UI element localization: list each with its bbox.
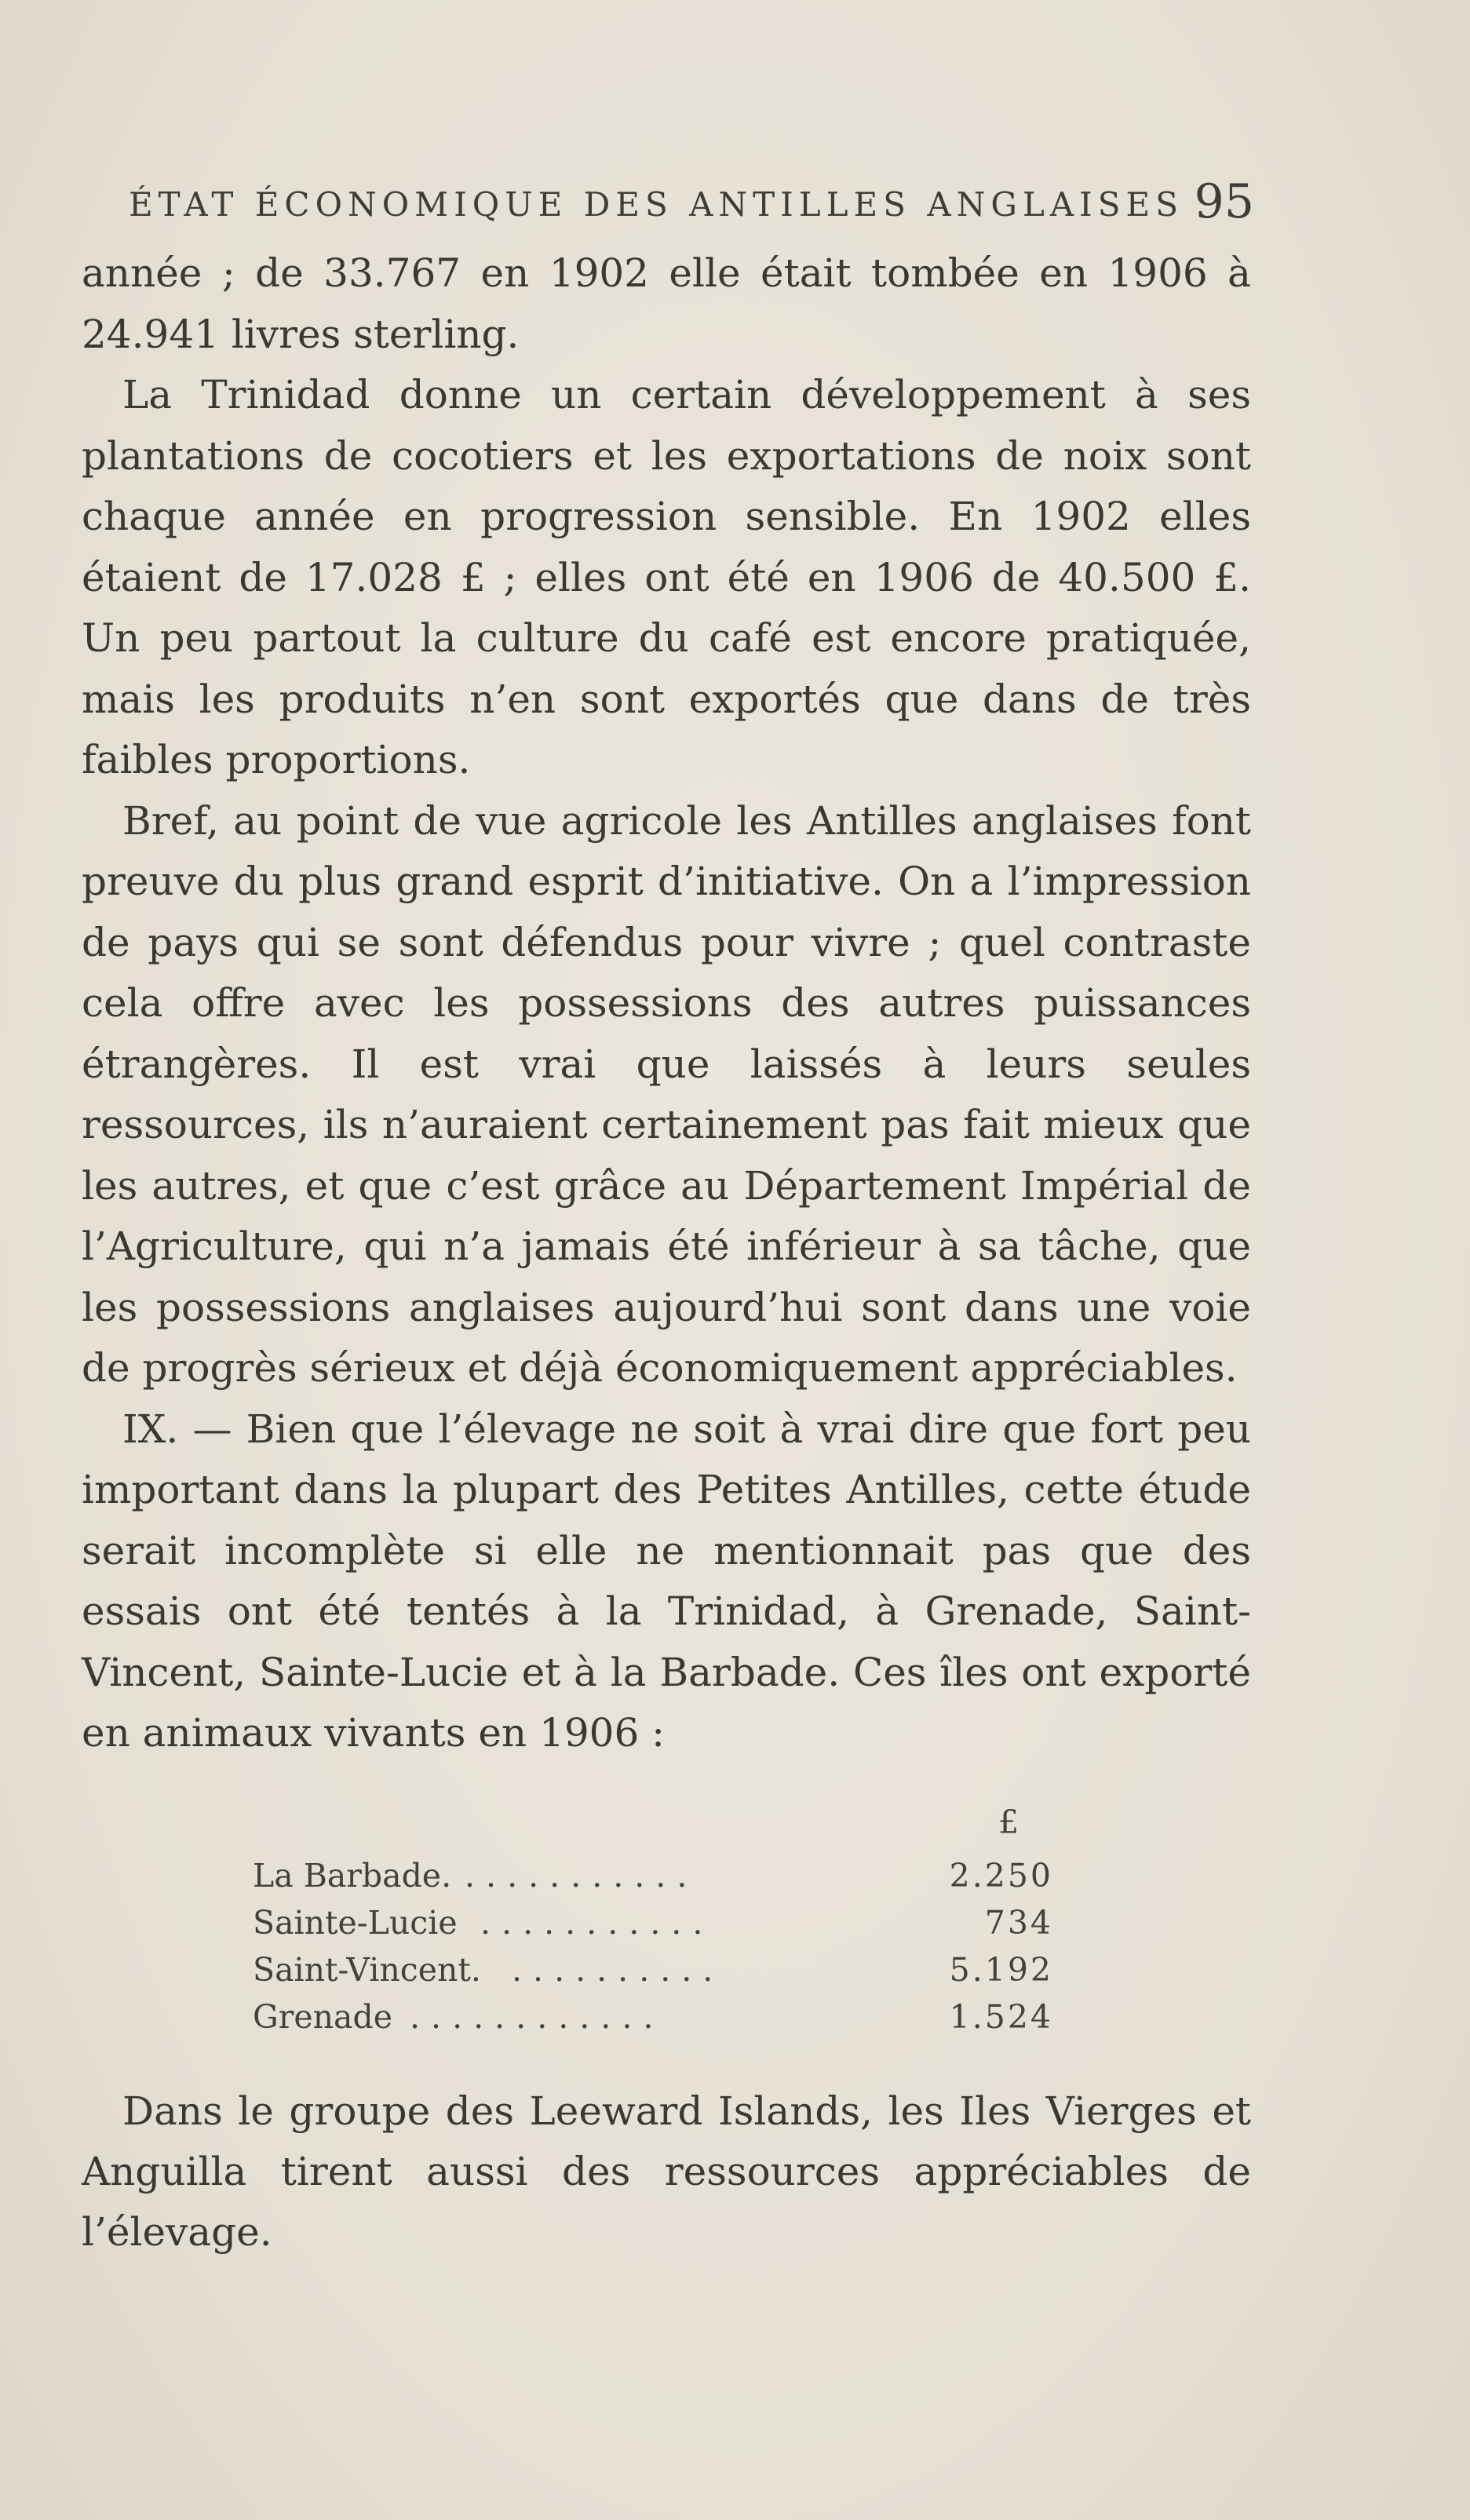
table-row	[253, 1904, 1053, 1948]
row-label: La Barbade.	[253, 1857, 452, 1895]
leader-dots: ..........	[512, 1951, 724, 1989]
currency-header: £	[998, 1803, 1020, 1841]
body-text	[82, 243, 1251, 1764]
row-label: Saint-Vincent.	[253, 1951, 481, 1989]
paragraph: Dans le groupe des Leeward Islands, les Iles Vierges et Anguilla tirent aussi des ressources appréciables de l’élevage.	[82, 2088, 1251, 2255]
row-label: Sainte-Lucie	[253, 1904, 458, 1942]
leader-dots: ...........	[480, 1904, 714, 1942]
paragraph: Bref, au point de vue agricole les Antilles anglaises font preuve du plus grand esprit d’initiative. On a l’impression de pays qui se sont défendus pour vivre ; quel contraste cela offre avec les possessions des autres puissances étrangères. Il est vrai que laissés à leurs seules ressources, ils n’auraient certainement pas fait mieux que les autres, et que c’est grâce au Département Impérial de l’Agriculture, qui n’a jamais été inférieur à sa tâche, que les possessions anglaises aujourd’hui sont dans une voie de progrès sérieux et déjà économiquement appréciables.	[82, 797, 1251, 1391]
closing-text	[82, 2081, 1251, 2263]
row-value: 734	[984, 1904, 1053, 1942]
row-value: 5.192	[949, 1951, 1053, 1989]
paragraph: La Trinidad donne un certain développement à ses plantations de cocotiers et les exportations de noix sont chaque année en progression sensible. En 1902 elles étaient de 17.028 £ ; elles ont été en 1906 de 40.500 £. Un peu partout la culture du café est encore pratiquée, mais les produits n’en sont exportés que dans de très faibles proportions.	[82, 372, 1251, 782]
leader-dots: ...........	[465, 1857, 699, 1895]
row-value: 2.250	[949, 1857, 1053, 1895]
paragraph: année ; de 33.767 en 1902 elle était tombée en 1906 à 24.941 livres sterling.	[82, 250, 1251, 357]
row-label: Grenade	[253, 1998, 392, 2036]
page-number: 95	[1194, 174, 1254, 229]
table-row	[253, 1951, 1053, 1995]
paragraph: IX. — Bien que l’élevage ne soit à vrai dire que fort peu important dans la plupart des Petites Antilles, cette étude serait incomplète si elle ne mentionnait pas que des essais ont été tentés à la Trinidad, à Grenade, Saint-Vincent, Sainte-Lucie et à la Barbade. Ces îles ont exporté en animaux vivants en 1906 :	[82, 1406, 1251, 1756]
table-row	[253, 1998, 1053, 2042]
row-value: 1.524	[949, 1998, 1053, 2036]
table-row	[253, 1857, 1053, 1901]
running-title: ÉTAT ÉCONOMIQUE DES ANTILLES ANGLAISES	[129, 185, 1184, 224]
leader-dots: ............	[410, 1998, 665, 2036]
page-header	[97, 174, 1254, 229]
